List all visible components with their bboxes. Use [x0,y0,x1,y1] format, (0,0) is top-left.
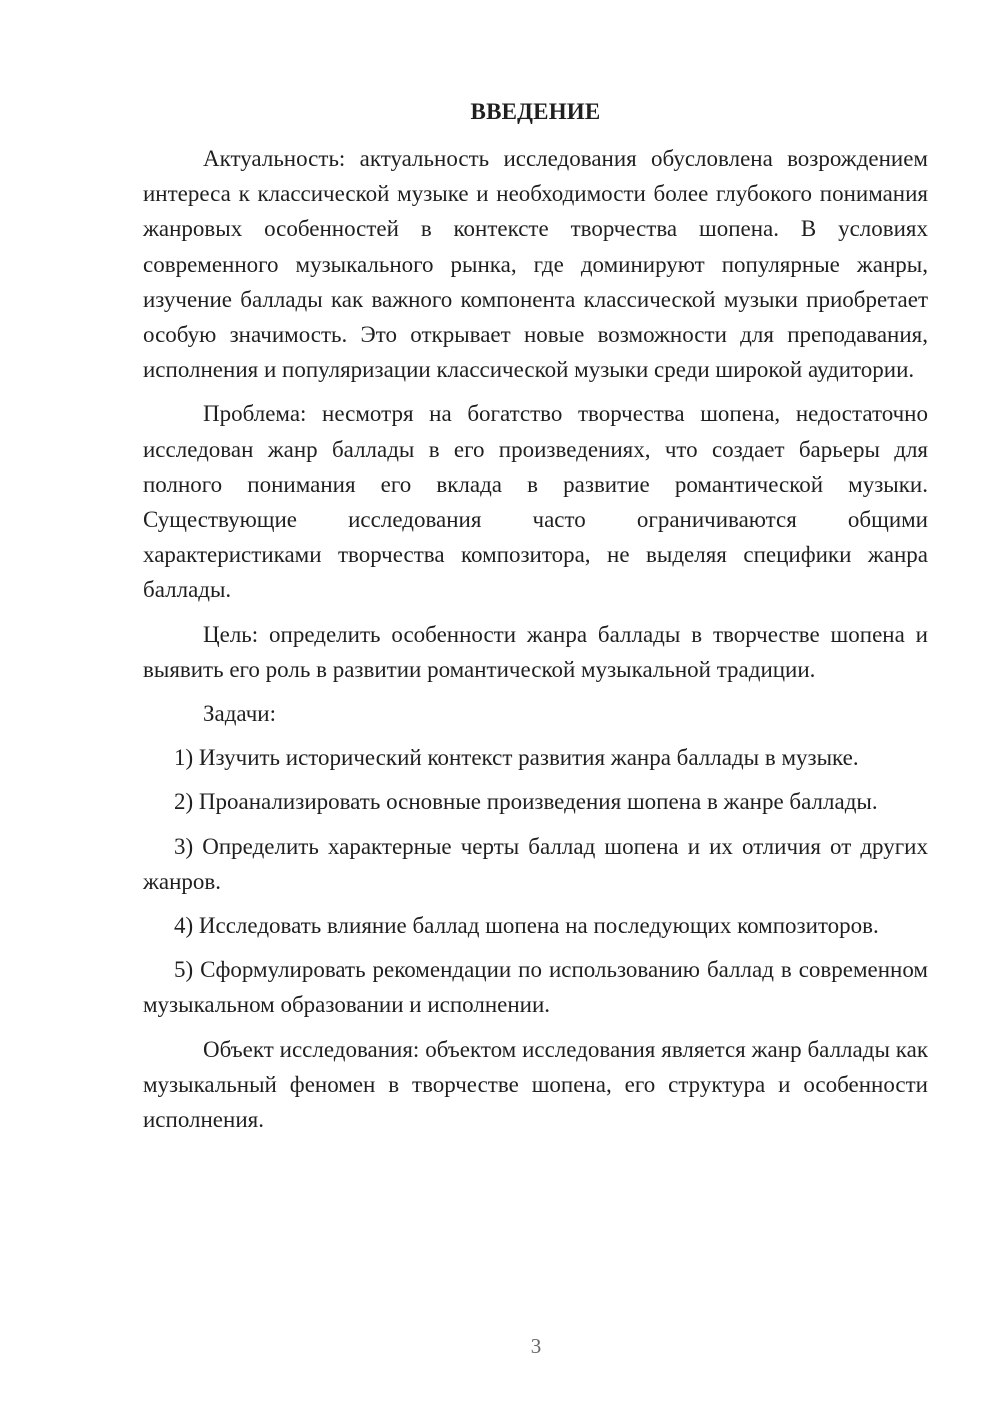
task-item-3: 3) Определить характерные черты баллад шопена и их отличия от других жанров. [143,833,928,894]
document-body [143,94,928,1137]
task-item-4: 4) Исследовать влияние баллад шопена на последующих композиторов. [174,913,879,939]
page-number: 3 [530,1334,542,1358]
tasks-heading: Задачи: [203,701,276,727]
problem-paragraph: Проблема: несмотря на богатство творчества шопена, недостаточно исследован жанр баллады в его произведениях, что создает барьеры для полного понимания его вклада в развитие романтической музыки. Существующие исследования часто ограничиваются общими характеристиками творчества композитора, не выделяя специфики жанра баллады. [143,401,928,603]
task-item-1: 1) Изучить исторический контекст развития жанра баллады в музыке. [174,745,859,771]
task-item-2: 2) Проанализировать основные произведения шопена в жанре баллады. [174,789,878,815]
page-title: ВВЕДЕНИЕ [470,99,601,124]
task-item-5: 5) Сформулировать рекомендации по использованию баллад в современном музыкальном образовании и исполнении. [143,957,928,1018]
object-paragraph: Объект исследования: объектом исследования является жанр баллады как музыкальный феномен в творчестве шопена, его структура и особенности исполнения. [143,1036,928,1133]
relevance-paragraph: Актуальность: актуальность исследования обусловлена возрождением интереса к классической музыке и необходимости более глубокого понимания жанровых особенностей в контексте творчества шопена. В условиях современного музыкального рынка, где доминируют популярные жанры, изучение баллады как важного компонента классической музыки приобретает особую значимость. Это открывает новые возможности для преподавания, исполнения и популяризации классической музыки среди широкой аудитории. [143,146,928,383]
goal-paragraph: Цель: определить особенности жанра баллады в творчестве шопена и выявить его роль в развитии романтической музыкальной традиции. [143,621,928,682]
